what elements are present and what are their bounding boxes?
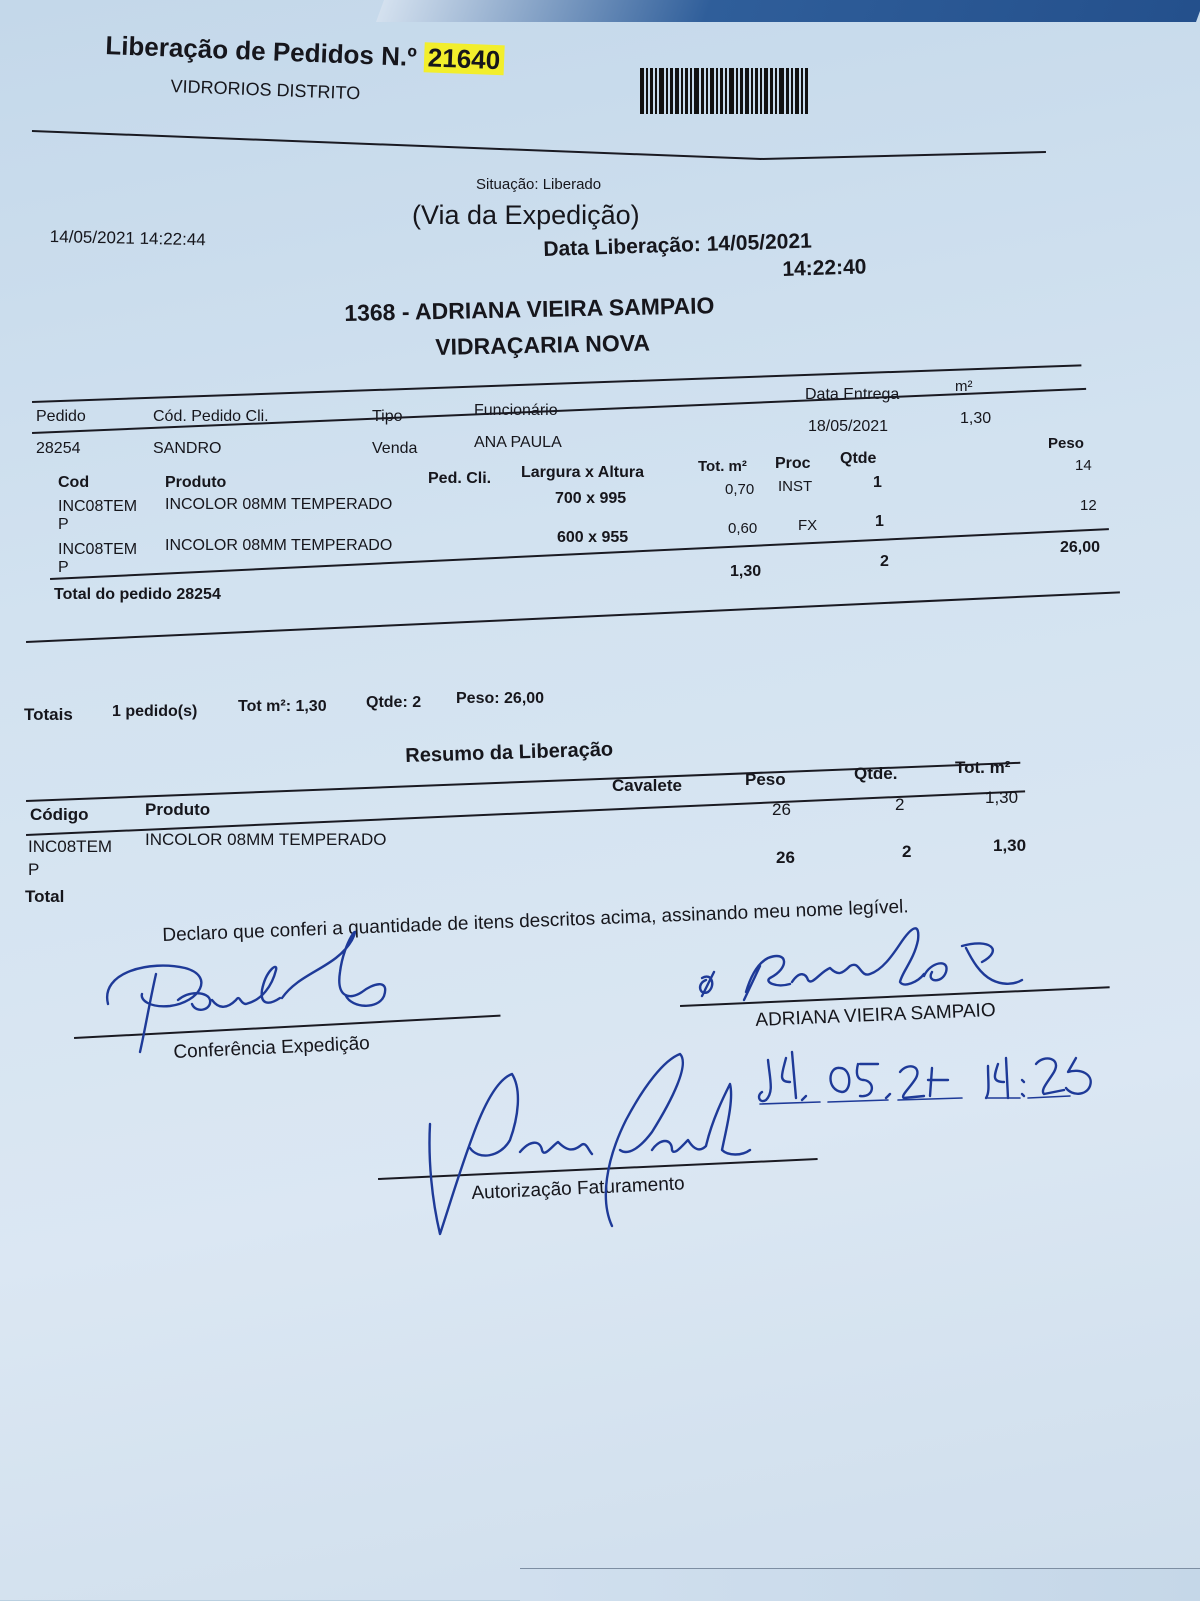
- header-m2: m²: [955, 378, 973, 395]
- resumo-header-cavalete: Cavalete: [612, 776, 682, 795]
- item-2-peso: 12: [1080, 497, 1097, 514]
- order-total-m2: 1,30: [730, 563, 762, 580]
- item-2-proc: FX: [798, 517, 818, 534]
- item-1-qtde: 1: [873, 474, 882, 491]
- header-data-entrega: Data Entrega: [805, 386, 900, 403]
- resumo-row-peso: 26: [772, 800, 791, 819]
- resumo-row-produto: INCOLOR 08MM TEMPERADO: [145, 830, 387, 849]
- signature-paulo: [107, 932, 385, 1052]
- resumo-row-codigo: INC08TEM: [28, 837, 113, 856]
- header-tipo: Tipo: [372, 408, 403, 425]
- signature-ana-paula: [429, 1054, 750, 1234]
- signature-label-cliente: ADRIANA VIEIRA SAMPAIO: [755, 999, 997, 1031]
- title-text: Liberação de Pedidos N.º: [104, 30, 418, 72]
- resumo-header-peso: Peso: [745, 770, 786, 789]
- item-2-medidas: 600 x 955: [557, 529, 629, 546]
- item-1-tot-m2: 0,70: [725, 481, 755, 498]
- via-label: (Via da Expedição): [412, 200, 640, 230]
- resumo-row-codigo-wrap: P: [28, 860, 40, 879]
- item-header-largura-altura: Largura x Altura: [521, 464, 644, 481]
- resumo-header-produto: Produto: [145, 800, 211, 819]
- resumo-title: Resumo da Liberação: [405, 738, 614, 767]
- item-2-produto: INCOLOR 08MM TEMPERADO: [165, 537, 393, 554]
- row-m2: 1,30: [960, 410, 992, 427]
- row-cod-pedido-cli: SANDRO: [153, 440, 222, 457]
- order-number: 21640: [423, 42, 504, 75]
- resumo-total-tot-m2: 1,30: [993, 836, 1027, 855]
- totais-pedidos: 1 pedido(s): [112, 703, 198, 720]
- resumo-total-qtde: 2: [902, 842, 912, 861]
- resumo-header-tot-m2: Tot. m²: [955, 758, 1011, 777]
- item-1-cod: INC08TEM: [58, 498, 138, 515]
- order-total-peso: 26,00: [1060, 539, 1101, 556]
- item-2-cod-wrap: P: [58, 559, 69, 576]
- resumo-total-label: Total: [25, 887, 65, 906]
- resumo-header-codigo: Código: [30, 805, 89, 824]
- company-name: VIDRORIOS DISTRITO: [170, 76, 361, 104]
- item-header-ped-cli: Ped. Cli.: [428, 470, 492, 487]
- item-header-cod: Cod: [58, 474, 90, 491]
- header-funcionario: Funcionário: [474, 402, 558, 419]
- item-header-produto: Produto: [165, 474, 227, 491]
- item-1-proc: INST: [778, 478, 813, 495]
- signature-label-autorizacao: Autorização Faturamento: [471, 1173, 686, 1204]
- client-company: VIDRAÇARIA NOVA: [435, 329, 651, 360]
- print-datetime: 14/05/2021 14:22:44: [49, 227, 206, 250]
- release-date: Data Liberação: 14/05/2021: [543, 229, 813, 261]
- declaration-text: Declaro que conferi a quantidade de itens descritos acima, assinando meu nome legível.: [162, 896, 909, 946]
- item-2-cod: INC08TEM: [58, 541, 138, 558]
- signature-label-conferencia: Conferência Expedição: [173, 1033, 371, 1063]
- item-1-cod-wrap: P: [58, 516, 69, 533]
- resumo-header-qtde: Qtde.: [854, 764, 898, 783]
- situation-status: Situação: Liberado: [476, 176, 602, 193]
- totais-qtde: Qtde: 2: [366, 694, 422, 711]
- order-total-qtde: 2: [880, 553, 889, 570]
- resumo-row-qtde: 2: [895, 795, 905, 814]
- signature-date: [759, 1052, 1091, 1104]
- row-funcionario: ANA PAULA: [474, 434, 562, 451]
- client-name: 1368 - ADRIANA VIEIRA SAMPAIO: [344, 292, 715, 326]
- totais-label: Totais: [24, 705, 73, 724]
- item-2-tot-m2: 0,60: [728, 520, 758, 537]
- signature-ricardo: [700, 928, 1022, 1000]
- item-1-medidas: 700 x 995: [555, 490, 627, 507]
- release-time: 14:22:40: [782, 255, 867, 281]
- header-pedido: Pedido: [36, 408, 86, 425]
- header-cod-pedido-cli: Cód. Pedido Cli.: [153, 408, 269, 425]
- item-2-qtde: 1: [875, 513, 884, 530]
- item-header-qtde: Qtde: [840, 450, 877, 467]
- item-1-peso: 14: [1075, 457, 1092, 474]
- item-1-produto: INCOLOR 08MM TEMPERADO: [165, 496, 393, 513]
- row-pedido: 28254: [36, 440, 81, 457]
- row-tipo: Venda: [372, 440, 418, 457]
- order-total-label: Total do pedido 28254: [54, 586, 221, 603]
- item-header-proc: Proc: [775, 455, 811, 472]
- resumo-row-tot-m2: 1,30: [985, 788, 1019, 807]
- item-header-tot-m2: Tot. m²: [698, 458, 747, 475]
- item-header-peso: Peso: [1048, 435, 1084, 452]
- totais-peso: Peso: 26,00: [456, 690, 545, 707]
- row-data-entrega: 18/05/2021: [808, 418, 889, 435]
- totais-tot-m2: Tot m²: 1,30: [238, 698, 327, 715]
- resumo-total-peso: 26: [776, 848, 795, 867]
